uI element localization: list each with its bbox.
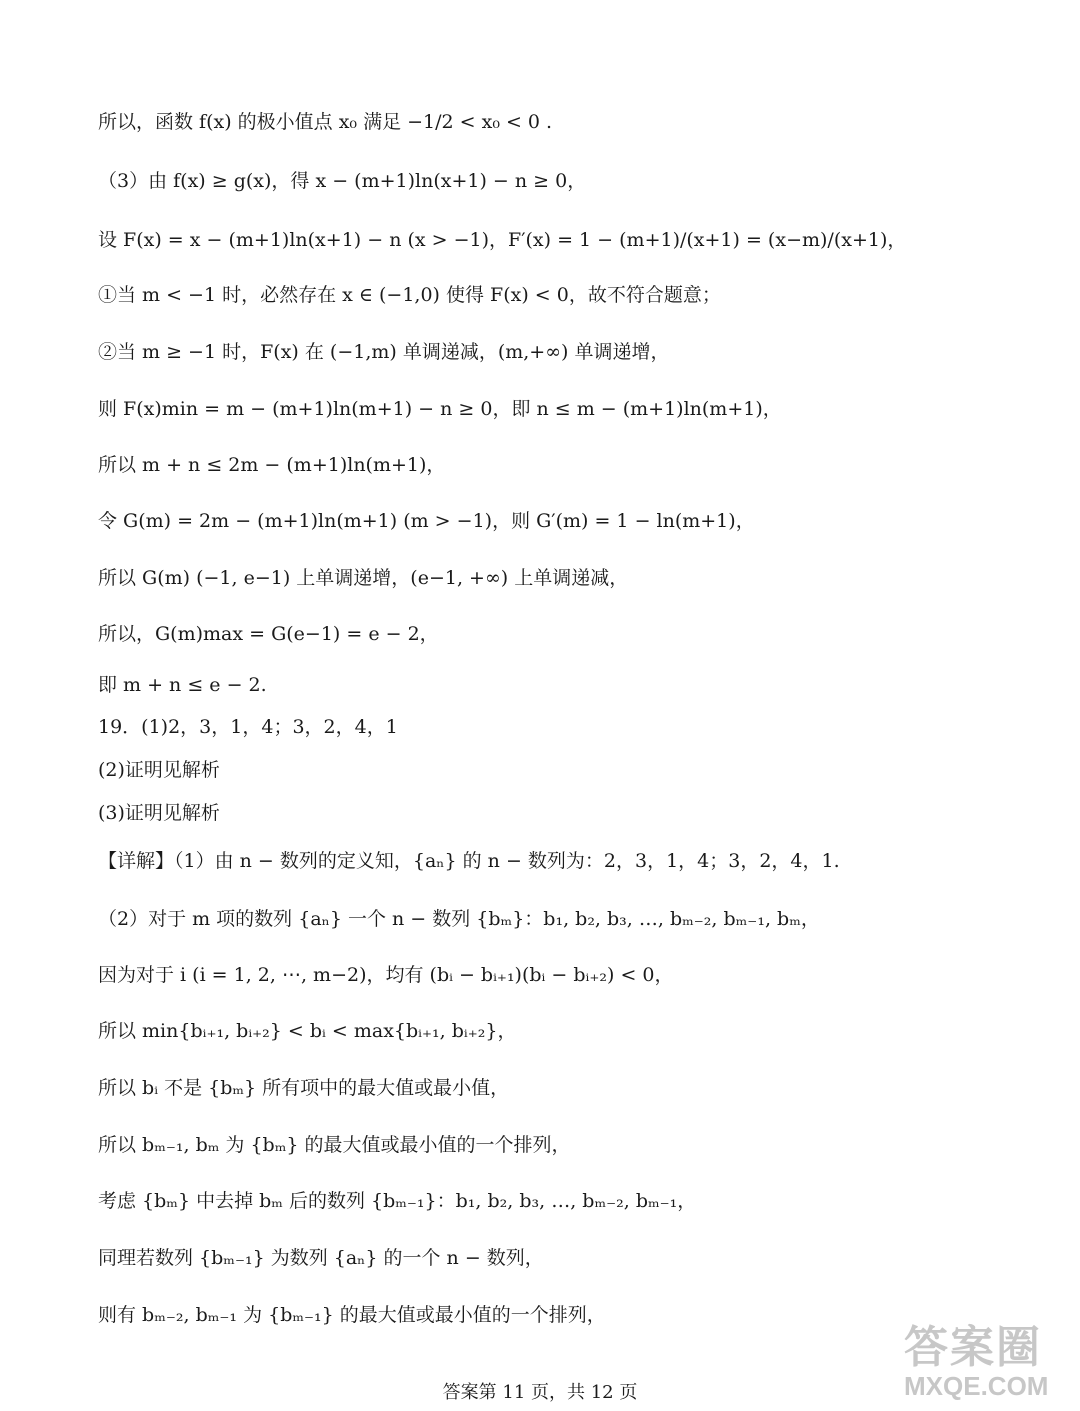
text-line: (3)证明见解析 — [98, 802, 220, 824]
page-footer: 答案第 11 页，共 12 页 — [442, 1382, 638, 1403]
text-line: 设 F(x) = x − (m+1)ln(x+1) − n (x > −1)，F′(x) = 1 − (m+1)/(x+1) = (x−m)/(x+1)， — [98, 229, 907, 251]
text-line: （3）由 f(x) ≥ g(x)，得 x − (m+1)ln(x+1) − n ≥ 0， — [98, 170, 587, 192]
text-line: 因为对于 i (i = 1, 2, ⋯, m−2)，均有 (bᵢ − bᵢ₊₁)(bᵢ − bᵢ₊₂) < 0， — [98, 964, 674, 986]
watermark-text-cn: 答案圈 — [904, 1322, 1042, 1373]
text-line: （2）对于 m 项的数列 {aₙ} 一个 n − 数列 {bₘ}：b₁, b₂, b₃, …, bₘ₋₂, bₘ₋₁, bₘ， — [98, 908, 820, 930]
text-line: 所以 G(m) (−1, e−1) 上单调递增，(e−1, +∞) 上单调递减， — [98, 567, 629, 589]
text-line: ②当 m ≥ −1 时，F(x) 在 (−1,m) 单调递减，(m,+∞) 单调递增， — [98, 341, 670, 363]
watermark-logo — [904, 1322, 1054, 1405]
text-line: 同理若数列 {bₘ₋₁} 为数列 {aₙ} 的一个 n − 数列， — [98, 1247, 544, 1269]
text-line: 则有 bₘ₋₂, bₘ₋₁ 为 {bₘ₋₁} 的最大值或最小值的一个排列， — [98, 1304, 606, 1326]
text-line: ①当 m < −1 时，必然存在 x ∈ (−1,0) 使得 F(x) < 0，故不符合题意； — [98, 284, 721, 306]
detail-heading: 【详解】（1）由 n − 数列的定义知，{aₙ} 的 n − 数列为：2，3，1，4；3，2，4，1. — [98, 850, 840, 872]
text-line: 所以 bᵢ 不是 {bₘ} 所有项中的最大值或最小值， — [98, 1077, 510, 1099]
watermark-text-en: MXQE.COM — [904, 1371, 1049, 1401]
text-line: (2)证明见解析 — [98, 759, 220, 781]
text-line: 所以，函数 f(x) 的极小值点 x₀ 满足 −1/2 < x₀ < 0 . — [98, 111, 553, 133]
text-line: 所以 min{bᵢ₊₁, bᵢ₊₂} < bᵢ < max{bᵢ₊₁, bᵢ₊₂}， — [98, 1020, 517, 1042]
text-line: 令 G(m) = 2m − (m+1)ln(m+1) (m > −1)，则 G′(m) = 1 − ln(m+1)， — [98, 510, 755, 532]
text-line: 则 F(x)min = m − (m+1)ln(m+1) − n ≥ 0，即 n ≤ m − (m+1)ln(m+1)， — [98, 398, 782, 420]
text-line: 考虑 {bₘ} 中去掉 bₘ 后的数列 {bₘ₋₁}：b₁, b₂, b₃, …, bₘ₋₂, bₘ₋₁， — [98, 1190, 697, 1212]
text-line: 所以，G(m)max = G(e−1) = e − 2， — [98, 623, 439, 645]
text-line: 所以 m + n ≤ 2m − (m+1)ln(m+1)， — [98, 454, 446, 476]
text-line: 即 m + n ≤ e − 2. — [98, 674, 267, 696]
text-line: 所以 bₘ₋₁, bₘ 为 {bₘ} 的最大值或最小值的一个排列， — [98, 1134, 571, 1156]
answer-19-heading: 19．(1)2，3，1，4；3，2，4，1 — [98, 716, 398, 738]
